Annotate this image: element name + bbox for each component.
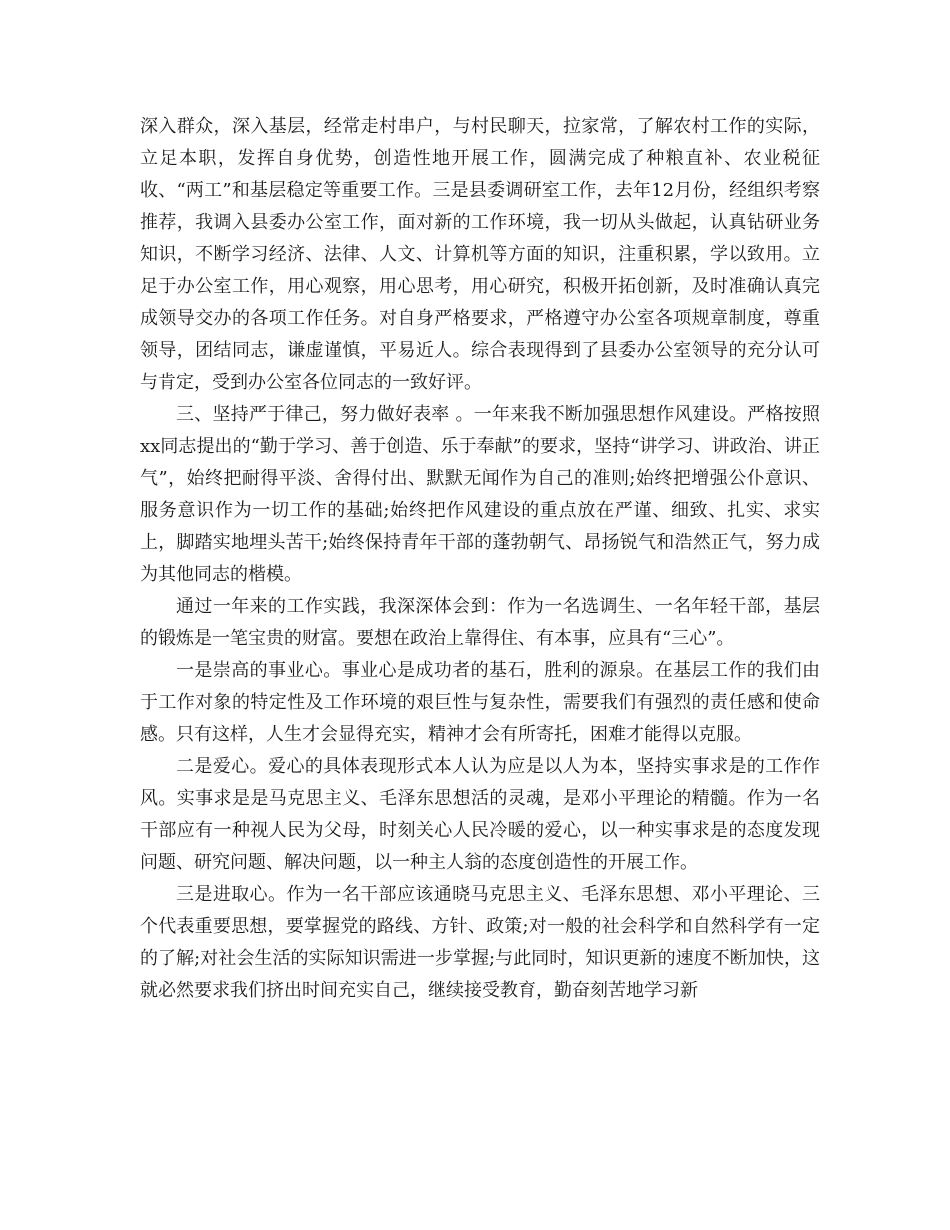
- paragraph-career-dedication: 一是崇高的事业心。事业心是成功者的基石，胜利的源泉。在基层工作的我们由于工作对象的特定性及工作环境的艰巨性与复杂性，需要我们有强烈的责任感和使命感。只有这样，人生才会显得充实，精神才会有所寄托，困难才能得以克服。: [140, 660, 820, 745]
- paragraph-self-discipline: 三、坚持严于律己，努力做好表率 。一年来我不断加强思想作风建设。严格按照xx同志提出的“勤于学习、善于创造、乐于奉献”的要求，坚持“讲学习、讲政治、讲正气”，始终把耐得平淡、舍得付出、默默无闻作为自己的准则;始终把增强公仆意识、服务意识作为一切工作的基础;始终把作风建设的重点放在严谨、细致、扎实、求实上，脚踏实地埋头苦干;始终保持青年干部的蓬勃朝气、昂扬锐气和浩然正气，努力成为其他同志的楷模。: [140, 404, 820, 585]
- paragraph-experience: 通过一年来的工作实践，我深深体会到：作为一名选调生、一名年轻干部，基层的锻炼是一笔宝贵的财富。要想在政治上靠得住、有本事，应具有“三心”。: [140, 596, 820, 649]
- paragraph-ambition: 三是进取心。作为一名干部应该通晓马克思主义、毛泽东思想、邓小平理论、三个代表重要思想，要掌握党的路线、方针、政策;对一般的社会科学和自然科学有一定的了解;对社会生活的实际知识需进一步掌握;与此同时，知识更新的速度不断加快，这就必然要求我们挤出时间充实自己，继续接受教育，勤奋刻苦地学习新: [140, 884, 820, 1001]
- body-text: [140, 111, 820, 1007]
- paragraph-compassion: 二是爱心。爱心的具体表现形式本人认为应是以人为本，坚持实事求是的工作作风。实事求是是马克思主义、毛泽东思想活的灵魂，是邓小平理论的精髓。作为一名干部应有一种视人民为父母，时刻关心人民冷暖的爱心，以一种实事求是的态度发现问题、研究问题、解决问题，以一种主人翁的态度创造性的开展工作。: [140, 756, 820, 873]
- paragraph-continuation: 深入群众，深入基层，经常走村串户，与村民聊天，拉家常，了解农村工作的实际，立足本职，发挥自身优势，创造性地开展工作，圆满完成了种粮直补、农业税征收、“两工”和基层稳定等重要工作。三是县委调研室工作，去年12月份，经组织考察推荐，我调入县委办公室工作，面对新的工作环境，我一切从头做起，认真钻研业务知识，不断学习经济、法律、人文、计算机等方面的知识，注重积累，学以致用。立足于办公室工作，用心观察，用心思考，用心研究，积极开拓创新，及时准确认真完成领导交办的各项工作任务。对自身严格要求，严格遵守办公室各项规章制度，尊重领导，团结同志，谦虚谨慎，平易近人。综合表现得到了县委办公室领导的充分认可与肯定，受到办公室各位同志的一致好评。: [140, 116, 820, 393]
